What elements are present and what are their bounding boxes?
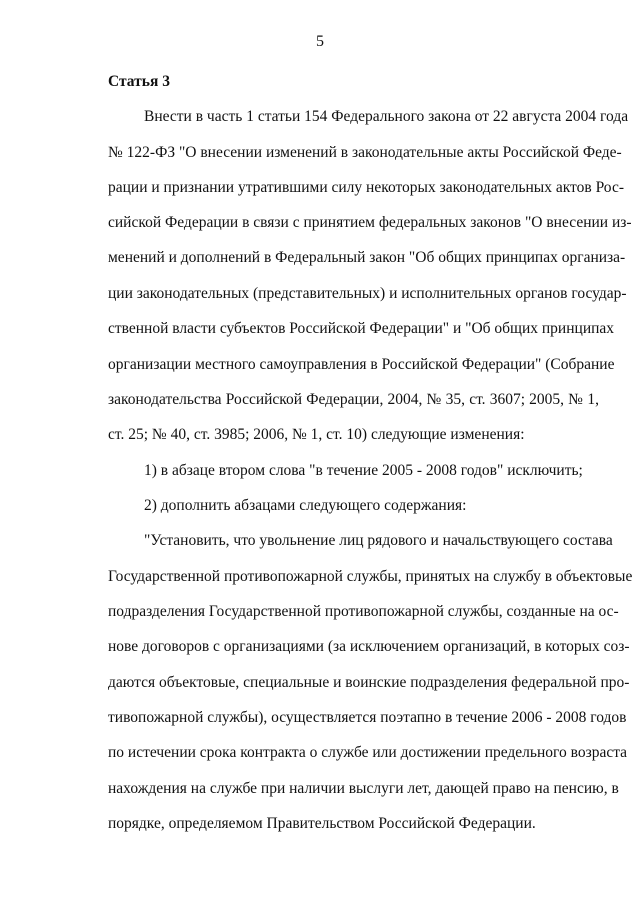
text-line: нове договоров с организациями (за исключением организаций, в которых соз- — [108, 638, 630, 655]
text-line: порядке, определяемом Правительством Российской Федерации. — [108, 815, 536, 832]
page-number: 5 — [316, 33, 324, 50]
text-line: даются объектовые, специальные и воинские подразделения федеральной про- — [108, 674, 630, 691]
text-line: № 122-ФЗ "О внесении изменений в законодательные акты Российской Феде- — [108, 144, 622, 161]
text-line: 2) дополнить абзацами следующего содержания: — [144, 497, 467, 514]
text-line: сийской Федерации в связи с принятием федеральных законов "О внесении из- — [108, 214, 632, 231]
text-line: нахождения на службе при наличии выслуги лет, дающей право на пенсию, в — [108, 780, 619, 797]
text-line: организации местного самоуправления в Российской Федерации" (Собрание — [108, 356, 615, 373]
text-line: Государственной противопожарной службы, принятых на службу в объектовые — [108, 568, 633, 585]
text-line: подразделения Государственной противопожарной службы, созданные на ос- — [108, 603, 619, 620]
text-line: рации и признании утратившими силу некоторых законодательных актов Рос- — [108, 179, 624, 196]
text-line: ственной власти субъектов Российской Федерации" и "Об общих принципах — [108, 320, 615, 337]
text-line: ст. 25; № 40, ст. 3985; 2006, № 1, ст. 10) следующие изменения: — [108, 426, 525, 443]
text-line: тивопожарной службы), осуществляется поэтапно в течение 2006 - 2008 годов — [108, 709, 627, 726]
text-line: менений и дополнений в Федеральный закон "Об общих принципах организа- — [108, 249, 626, 266]
text-line: Внести в часть 1 статьи 154 Федерального закона от 22 августа 2004 года — [144, 108, 629, 125]
text-line: ции законодательных (представительных) и исполнительных органов государ- — [108, 285, 627, 302]
text-line: 1) в абзаце втором слова "в течение 2005 - 2008 годов" исключить; — [144, 462, 583, 479]
text-line: законодательства Российской Федерации, 2004, № 35, ст. 3607; 2005, № 1, — [108, 391, 599, 408]
text-line: по истечении срока контракта о службе или достижении предельного возраста — [108, 744, 628, 761]
article-heading: Статья 3 — [108, 73, 170, 90]
text-line: "Установить, что увольнение лиц рядового и начальствующего состава — [144, 532, 613, 549]
